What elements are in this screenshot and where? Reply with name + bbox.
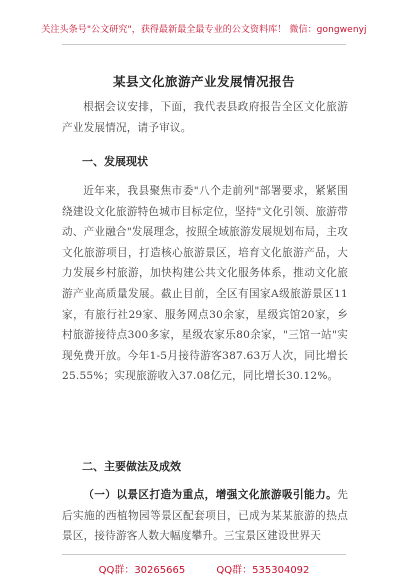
qq-group-1: QQ群：30265665 [98, 565, 186, 576]
intro-paragraph: 根据会议安排，下面，我代表县政府报告全区文化旅游产业发展情况，请予审议。 [62, 101, 348, 134]
section-heading-practices: 二、主要做法及成效 [82, 460, 181, 473]
footer-divider [62, 554, 346, 555]
promo-banner: 关注头条号"公文研究"，获得最新最全最专业的公文资料库！ 微信：gongwenyj [41, 25, 367, 35]
qq-footer [0, 561, 408, 576]
header-divider [62, 44, 346, 45]
status-paragraph: 近年来，我县聚焦市委"八个走前列"部署要求，紧紧围绕建设文化旅游特色城市目标定位，坚持"文化引领、旅游带动、产业融合"发展理念，按照全域旅游发展规划布局，主攻文化旅游项目，打造核心旅游景区，培育文化旅游产品，大力发展乡村旅游，加快构建公共文化服务体系，推动文化旅游产业高质量发展。截止目前，全区有国家A级旅游景区11家，有旅行社29家、服务网点30余家，星级宾馆20家，乡村旅游接待点300多家，星级农家乐80余家，"三馆一站"实现免费开放。今年1-5月接待游客387.63万人次，同比增长25.55%；实现旅游收入37.08亿元，同比增长30.12%。 [62, 185, 348, 383]
practice-paragraph [62, 485, 348, 547]
qq-group-2: QQ群：535304092 [216, 565, 310, 576]
subsection-lead: （一）以景区打造为重点，增强文化旅游吸引能力。 [83, 489, 338, 501]
subsection-body: 先后实施的西植物园等景区配套项目，已成为某某旅游的热点景区，接待游客人数大幅度攀升。三宝景区建设世界天 [62, 489, 348, 543]
section-heading-current-status: 一、发展现状 [82, 155, 148, 168]
document-title: 某县文化旅游产业发展情况报告 [112, 74, 295, 89]
